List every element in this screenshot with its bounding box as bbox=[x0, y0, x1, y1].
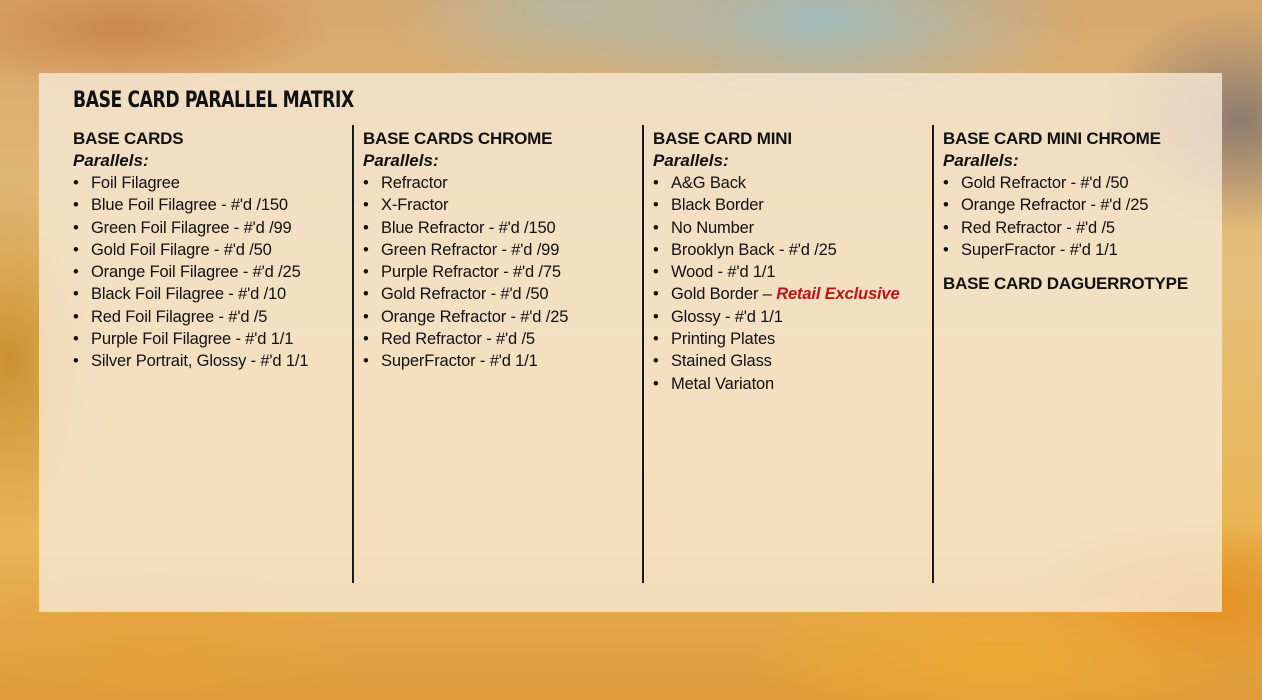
column-base-card-mini-chrome bbox=[943, 125, 1213, 583]
column-base-card-mini bbox=[653, 125, 933, 583]
bullet-icon: • bbox=[653, 174, 659, 192]
list-item-label: Wood - #'d 1/1 bbox=[671, 263, 776, 282]
list-item bbox=[943, 194, 1213, 216]
daguerrotype-heading: BASE CARD DAGUERROTYPE bbox=[943, 274, 1188, 294]
bullet-icon: • bbox=[653, 218, 659, 237]
list-item-label: Glossy - #'d 1/1 bbox=[671, 307, 783, 326]
list-item-label: SuperFractor - #'d 1/1 bbox=[381, 352, 538, 371]
list-item bbox=[73, 283, 353, 305]
list-item bbox=[653, 172, 933, 194]
bullet-icon: • bbox=[73, 174, 79, 192]
matrix-panel bbox=[39, 73, 1222, 612]
bullet-icon: • bbox=[653, 196, 659, 215]
list-item bbox=[363, 239, 643, 261]
list-item-label: Gold Refractor - #'d /50 bbox=[381, 285, 549, 304]
list-item bbox=[653, 328, 933, 350]
list-item bbox=[73, 328, 353, 350]
column-base-cards-chrome bbox=[363, 125, 643, 583]
list-item bbox=[943, 172, 1213, 194]
list-item-label: Gold Border – bbox=[671, 285, 777, 304]
bullet-icon: • bbox=[653, 263, 659, 282]
bullet-icon: • bbox=[73, 307, 79, 326]
bullet-icon: • bbox=[363, 240, 369, 259]
bullet-icon: • bbox=[73, 285, 79, 304]
list-item-label: Black Border bbox=[671, 196, 764, 215]
bullet-icon: • bbox=[653, 285, 659, 304]
list-item bbox=[653, 306, 933, 328]
list-item bbox=[363, 328, 643, 350]
parallels-list bbox=[363, 172, 643, 373]
list-item-label: Printing Plates bbox=[671, 330, 776, 349]
bullet-icon: • bbox=[943, 196, 949, 215]
bullet-icon: • bbox=[943, 218, 949, 237]
list-item bbox=[363, 350, 643, 372]
bullet-icon: • bbox=[363, 352, 369, 371]
list-item bbox=[943, 217, 1213, 239]
list-item-label: Silver Portrait, Glossy - #'d 1/1 bbox=[91, 352, 309, 371]
list-item-label: Green Foil Filagree - #'d /99 bbox=[91, 218, 292, 237]
parallels-list bbox=[943, 172, 1213, 261]
list-item bbox=[363, 261, 643, 283]
bullet-icon: • bbox=[73, 196, 79, 215]
parallels-list bbox=[653, 172, 933, 395]
parallels-label: Parallels: bbox=[363, 151, 439, 170]
list-item-label: Refractor bbox=[381, 174, 448, 192]
list-item-label: SuperFractor - #'d 1/1 bbox=[961, 240, 1118, 259]
list-item-label: Red Refractor - #'d /5 bbox=[961, 218, 1115, 237]
bullet-icon: • bbox=[363, 218, 369, 237]
bullet-icon: • bbox=[73, 263, 79, 282]
column-heading: BASE CARD MINI bbox=[653, 129, 792, 148]
list-item-label: Orange Foil Filagree - #'d /25 bbox=[91, 263, 301, 282]
bullet-icon: • bbox=[943, 240, 949, 259]
list-item bbox=[73, 306, 353, 328]
bullet-icon: • bbox=[363, 285, 369, 304]
list-item bbox=[363, 194, 643, 216]
bullet-icon: • bbox=[73, 352, 79, 371]
list-item-label: Black Foil Filagree - #'d /10 bbox=[91, 285, 287, 304]
list-item-label: No Number bbox=[671, 218, 755, 237]
bullet-icon: • bbox=[363, 330, 369, 349]
list-item bbox=[363, 217, 643, 239]
parallels-label: Parallels: bbox=[73, 151, 149, 170]
list-item bbox=[73, 350, 353, 372]
bullet-icon: • bbox=[943, 174, 949, 192]
list-item-label: Blue Foil Filagree - #'d /150 bbox=[91, 196, 288, 215]
list-item bbox=[653, 373, 933, 395]
list-item bbox=[363, 283, 643, 305]
column-heading: BASE CARD MINI CHROME bbox=[943, 129, 1161, 148]
parallels-label: Parallels: bbox=[943, 151, 1019, 170]
bullet-icon: • bbox=[73, 330, 79, 349]
bullet-icon: • bbox=[653, 307, 659, 326]
list-item-label: Gold Refractor - #'d /50 bbox=[961, 174, 1129, 192]
list-item-label: Metal Variaton bbox=[671, 374, 775, 393]
bullet-icon: • bbox=[363, 307, 369, 326]
list-item-label: Brooklyn Back - #'d /25 bbox=[671, 240, 837, 259]
retail-exclusive-note: Retail Exclusive bbox=[776, 285, 900, 304]
parallels-list bbox=[73, 172, 353, 373]
bullet-icon: • bbox=[653, 352, 659, 371]
bullet-icon: • bbox=[363, 263, 369, 282]
list-item bbox=[653, 217, 933, 239]
list-item bbox=[73, 261, 353, 283]
list-item-label: A&G Back bbox=[671, 174, 746, 192]
bullet-icon: • bbox=[653, 330, 659, 349]
list-item bbox=[653, 194, 933, 216]
list-item-label: Blue Refractor - #'d /150 bbox=[381, 218, 556, 237]
list-item-label: Orange Refractor - #'d /25 bbox=[961, 196, 1149, 215]
list-item bbox=[73, 172, 353, 194]
column-heading: BASE CARDS bbox=[73, 129, 184, 148]
list-item-label: Purple Foil Filagree - #'d 1/1 bbox=[91, 330, 294, 349]
list-item-label: Orange Refractor - #'d /25 bbox=[381, 307, 569, 326]
list-item bbox=[363, 306, 643, 328]
list-item bbox=[363, 172, 643, 194]
bullet-icon: • bbox=[653, 374, 659, 393]
list-item-label: Gold Foil Filagre - #'d /50 bbox=[91, 240, 272, 259]
bullet-icon: • bbox=[653, 240, 659, 259]
list-item bbox=[73, 217, 353, 239]
bullet-icon: • bbox=[363, 174, 369, 192]
bullet-icon: • bbox=[363, 196, 369, 215]
list-item-label: Green Refractor - #'d /99 bbox=[381, 240, 560, 259]
list-item bbox=[653, 239, 933, 261]
list-item-label: Foil Filagree bbox=[91, 174, 180, 192]
list-item bbox=[943, 239, 1213, 261]
list-item bbox=[653, 261, 933, 283]
list-item-label: Purple Refractor - #'d /75 bbox=[381, 263, 561, 282]
list-item bbox=[653, 350, 933, 372]
list-item-label: Red Foil Filagree - #'d /5 bbox=[91, 307, 268, 326]
list-item-label: Stained Glass bbox=[671, 352, 772, 371]
bullet-icon: • bbox=[73, 240, 79, 259]
list-item-retail-exclusive bbox=[653, 283, 933, 305]
list-item-label: Red Refractor - #'d /5 bbox=[381, 330, 535, 349]
column-heading: BASE CARDS CHROME bbox=[363, 129, 553, 148]
list-item bbox=[73, 194, 353, 216]
bullet-icon: • bbox=[73, 218, 79, 237]
list-item-label: X-Fractor bbox=[381, 196, 449, 215]
column-base-cards bbox=[73, 125, 353, 583]
list-item bbox=[73, 239, 353, 261]
page-title: BASE CARD PARALLEL MATRIX bbox=[73, 88, 354, 113]
parallels-label: Parallels: bbox=[653, 151, 729, 170]
